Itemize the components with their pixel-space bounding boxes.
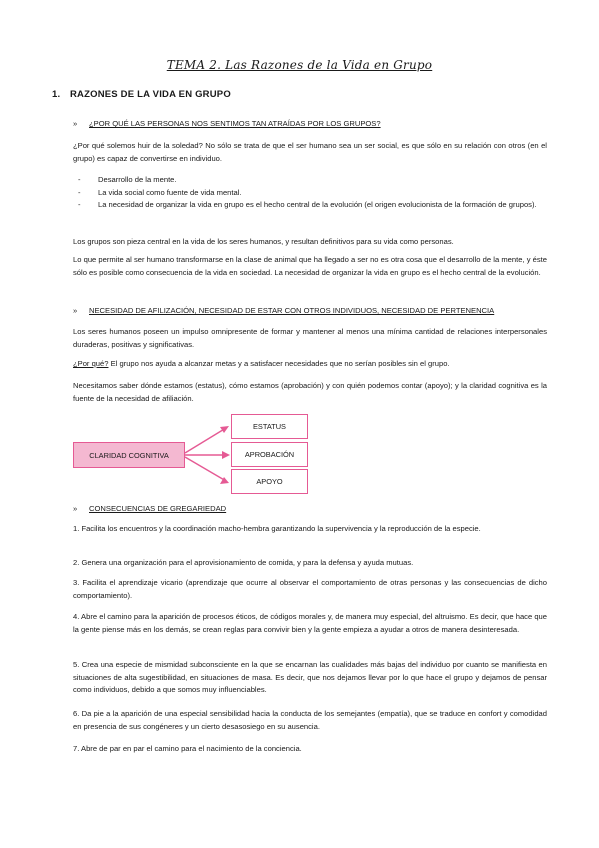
consequence-item-1: 1. Facilita los encuentros y la coordinación macho-hembra garantizando la supervivencia y la reproducción de la especie. <box>73 524 481 533</box>
diagram-node-claridad: CLARIDAD COGNITIVA <box>73 442 185 468</box>
paragraph-evolucion: Lo que permite al ser humano transformarse en la clase de animal que ha llegado a ser no es otra cosa que el desarrollo de la mente, y éste sólo es posible como consecuencia de la vida en sociedad. La necesidad de organizar la vida en grupo es el hecho central de la evolución. <box>73 255 547 277</box>
subheading-atraidas <box>73 118 547 131</box>
section-title: RAZONES DE LA VIDA EN GRUPO <box>70 89 231 100</box>
consequence-item-4: 4. Abre el camino para la aparición de procesos éticos, de códigos morales y, de manera muy especial, del altruismo. Es decir, que hace que la gente piense más en los demás, se crean reglas para convivir bien y la gente empieza a ayudar a otros de manera desinteresada. <box>73 612 547 634</box>
paragraph-estatus: Necesitamos saber dónde estamos (estatus), cómo estamos (aprobación) y con quién podemos contar (apoyo); y la claridad cognitiva es la fuente de la necesidad de afiliación. <box>73 381 547 403</box>
arrowhead-icon <box>220 477 229 484</box>
bullet-arrow: » <box>73 119 78 128</box>
porque-text: El grupo nos ayuda a alcanzar metas y a satisfacer necesidades que no serían posibles sin el grupo. <box>108 359 450 368</box>
paragraph-impulso: Los seres humanos poseen un impulso omnipresente de formar y mantener al menos una mínima cantidad de relaciones interpersonales duraderas, positivas y significativas. <box>73 327 547 349</box>
section-number: 1. <box>52 89 61 100</box>
arrowhead-icon <box>220 426 229 433</box>
subheading-consecuencias <box>73 503 547 516</box>
diagram-node-estatus: ESTATUS <box>231 414 308 439</box>
subheading-text: CONSECUENCIAS DE GREGARIEDAD <box>89 504 227 513</box>
arrow-to-estatus <box>185 428 226 453</box>
subheading-afiliacion <box>73 305 547 318</box>
consequence-item-3: 3. Facilita el aprendizaje vicario (aprendizaje que ocurre al observar el comportamiento de otras personas y las consecuencias de dicho comportamiento). <box>73 578 547 600</box>
section-heading <box>52 89 231 100</box>
bullet-arrow: » <box>73 306 78 315</box>
diagram-node-apoyo: APOYO <box>231 469 308 494</box>
dash-list <box>73 174 547 212</box>
consequence-item-7: 7. Abre de par en par el camino para el nacimiento de la conciencia. <box>73 744 302 753</box>
list-item: - La necesidad de organizar la vida en grupo es el hecho central de la evolución (el origen evolucionista de la formación de grupos). <box>73 199 547 212</box>
consequence-item-5: 5. Crea una especie de mismidad subconsciente en la que se encarnan las cualidades más bajas del individuo por cuanto se manifiesta en situaciones de alta sugestibilidad, en situaciones de masa. Es decir, que nos dejamos llevar por lo que hace el grupo y dejamos de pensar como individuos, debido a que somos muy influenciables. <box>73 660 547 694</box>
paragraph-soledad: ¿Por qué solemos huir de la soledad? No sólo se trata de que el ser humano sea un ser social, es que sólo en su relación con otros (en el grupo) es capaz de convertirse en individuo. <box>73 141 547 163</box>
consequence-item-6: 6. Da pie a la aparición de una especial sensibilidad hacia la conducta de los semejantes (empatía), que se traduce en confort y comodidad en presencia de sus congéneres y un cierto desasosiego en su ausencia. <box>73 709 547 731</box>
list-item: - Desarrollo de la mente. <box>73 174 547 187</box>
page-title: TEMA 2. Las Razones de la Vida en Grupo <box>166 58 433 72</box>
subheading-text: ¿POR QUÉ LAS PERSONAS NOS SENTIMOS TAN ATRAÍDAS POR LOS GRUPOS? <box>89 119 381 128</box>
list-item: - La vida social como fuente de vida mental. <box>73 187 547 200</box>
paragraph-porque <box>73 358 547 371</box>
subheading-text: NECESIDAD DE AFILIZACIÓN, NECESIDAD DE ESTAR CON OTROS INDIVIDUOS, NECESIDAD DE PERTENENCIA <box>89 306 495 315</box>
diagram-node-aprobacion: APROBACIÓN <box>231 442 308 467</box>
consequence-item-2: 2. Genera una organización para el aprovisionamiento de comida, y para la defensa y ayuda mutuas. <box>73 558 414 567</box>
bullet-arrow: » <box>73 504 78 513</box>
arrowhead-icon <box>222 451 230 459</box>
arrow-to-apoyo <box>185 457 226 481</box>
paragraph-grupos: Los grupos son pieza central en la vida de los seres humanos, y resultan definitivos para su vida como personas. <box>73 237 454 246</box>
porque-label: ¿Por qué? <box>73 359 109 368</box>
